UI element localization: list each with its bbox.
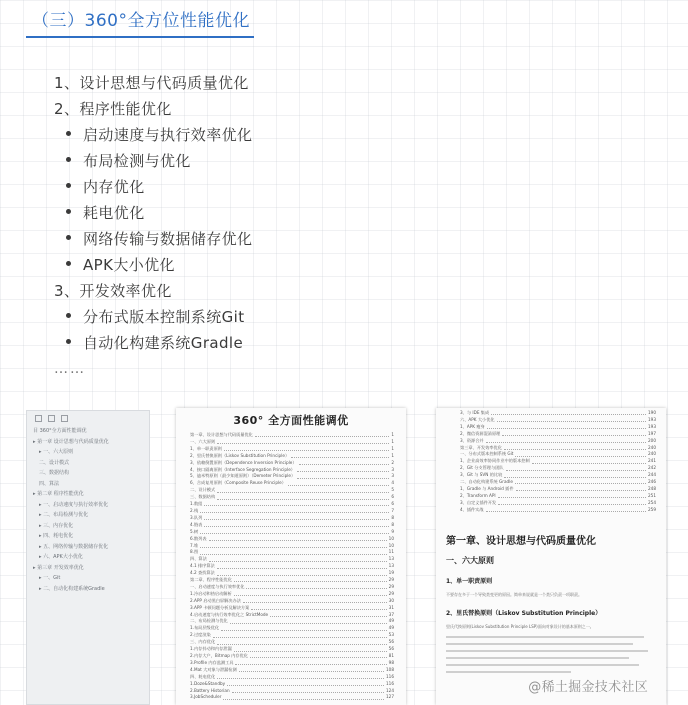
section-heading	[26, 0, 254, 38]
toc-entry: 1、Gradle 与 Android 插件	[460, 485, 514, 491]
toc-entry: 二、设计模式	[190, 487, 216, 493]
toc-page-number: 81	[388, 653, 394, 658]
toc-entry: 1.Doze&Standby	[190, 680, 226, 686]
toc-row	[460, 417, 656, 424]
toc-leader	[200, 512, 389, 513]
nav-tree-item[interactable]: ▸ 一、启动速度与执行效率优化	[39, 501, 109, 508]
nav-tree-item[interactable]: ▸ 三、内存优化	[39, 522, 74, 529]
toc-entry: 1、企业高效率协同作业中的版本控制	[460, 458, 530, 464]
toc-leader	[200, 554, 386, 555]
toc-leader	[532, 463, 646, 464]
toc-leader	[516, 490, 646, 491]
toc-page-number: 241	[648, 458, 656, 464]
nav-tree-item[interactable]: ▸ 第二章 程序性能优化	[33, 491, 84, 497]
toc-row	[190, 460, 406, 467]
toc-entry: 4、插件实战	[460, 506, 484, 512]
toc-page-number: 2	[391, 459, 394, 465]
toc-page-number: 29	[388, 583, 394, 589]
toc-row	[190, 667, 406, 674]
toc-entry: 4.2 查找算法	[190, 570, 215, 576]
bullet-icon	[66, 313, 71, 318]
toc-entry: 二、布局检测与优化	[190, 618, 228, 624]
outline-text: 分布式版本控制系统Git	[83, 308, 245, 326]
outline-text: 网络传输与数据储存优化	[83, 230, 253, 248]
outline-text: 自动化构建系统Gradle	[83, 334, 244, 352]
toc-leader	[251, 609, 386, 610]
toc-entry: 8.图	[190, 549, 199, 555]
toc-leader	[515, 456, 646, 457]
toc-page-number: 8	[391, 521, 394, 527]
bullet-icon	[66, 209, 71, 214]
toc-leader	[297, 471, 389, 472]
outline-text: 内存优化	[83, 178, 145, 196]
toc-entry: 第三章、开发效率优化	[460, 444, 502, 450]
toc-row	[190, 501, 406, 508]
toc-leader	[227, 685, 384, 686]
toc-page-number: 1	[391, 432, 394, 437]
toc-entry: 7.堆	[190, 542, 199, 548]
nav-tree-item[interactable]: ▸ 二、布局检测与优化	[39, 512, 89, 518]
toc-page-number: 37	[388, 611, 394, 617]
toc-leader	[504, 449, 646, 450]
toc-entry: 2.过度渲染	[190, 632, 211, 638]
toc-entry: 1.数组	[190, 501, 203, 507]
toc-row	[190, 453, 406, 460]
section-title-1: 1、单一职责原则	[446, 577, 493, 585]
toc-row	[190, 584, 406, 591]
bullet-icon	[66, 157, 71, 162]
toc-page-number: 3	[391, 473, 394, 479]
toc-leader	[204, 519, 389, 520]
toc-leader	[217, 499, 389, 500]
watermark: @稀土掘金技术社区	[528, 680, 648, 695]
bullet-icon	[66, 183, 71, 188]
toc-leader	[235, 664, 386, 665]
toc-leader	[243, 602, 387, 603]
toc-page-number: 197	[648, 430, 656, 436]
paragraph-2: 里氏代换原则(Liskov Substitution Principle LSP)面向对象设计的基本原则之一。	[446, 623, 594, 629]
bullet-icon	[66, 131, 71, 136]
toc-entry: 3.APP 卡顿问题分析及解决方案	[190, 604, 250, 610]
outline-item	[54, 278, 654, 304]
toc-leader	[209, 540, 387, 541]
toc-page-number: 6	[391, 501, 394, 507]
toc-page-number: 30	[388, 597, 394, 603]
toc-entry: 3.队列	[190, 514, 203, 520]
outline-subitem	[54, 226, 654, 252]
outline-item	[54, 70, 654, 96]
toc-row	[460, 479, 656, 486]
toc-row	[190, 563, 406, 570]
toc-leader	[230, 623, 387, 624]
toc-row	[460, 507, 656, 514]
toc-page-number: 108	[386, 666, 394, 672]
toc-leader	[221, 630, 387, 631]
toc-page-number: 13	[388, 563, 394, 569]
toc-entry: 1.内存抖动和内存泄漏	[190, 646, 232, 652]
toc-row	[190, 681, 406, 688]
toc-leader	[515, 483, 646, 484]
bullet-icon	[66, 261, 71, 266]
toc-page-number: 1	[391, 452, 394, 458]
toc-entry: 5.树	[190, 528, 199, 534]
toc-leader	[204, 505, 389, 506]
nav-tree-item[interactable]: ▸ 六、APK大小优化	[39, 554, 83, 560]
toc-page-number: 98	[388, 659, 394, 665]
toc-page-number: 193	[648, 416, 656, 422]
toc-row	[460, 410, 656, 417]
toc-entry: 一、六大原则	[190, 438, 216, 444]
outline-ellipsis: ……	[54, 361, 86, 377]
outline-subitem	[54, 174, 654, 200]
thumbnail-icon	[48, 415, 55, 422]
toc-row	[190, 439, 406, 446]
toc-page-number: 29	[388, 577, 394, 583]
nav-tree-item[interactable]: ▸ 第三章 开发效率优化	[33, 564, 84, 571]
toc-page-number: 49	[388, 618, 394, 624]
toc-page-number: 240	[648, 451, 656, 457]
toc-page-number: 6	[391, 494, 394, 500]
toc-page-number: 244	[648, 472, 656, 478]
toc-leader	[487, 428, 646, 429]
toc-entry: 2.Battery Historian	[190, 687, 230, 693]
toc-page-number: 11	[388, 549, 394, 555]
nav-tree-item[interactable]: 二、设计模式	[39, 459, 70, 466]
toc-page-number: 116	[386, 673, 394, 679]
toc-page-number: 248	[648, 485, 656, 491]
toc-page-number: 13	[388, 556, 394, 562]
toc-entry: 2、微信资源混淆原理	[460, 430, 501, 436]
document-preview	[24, 408, 666, 705]
nav-tree-item[interactable]: ▸ 一、Git	[39, 575, 61, 581]
toc-page-number: 190	[648, 410, 656, 415]
toc-leader	[217, 492, 389, 493]
toc-row	[190, 694, 406, 701]
bookmark-icon	[35, 415, 42, 422]
toc-entry: 4.链表	[190, 521, 203, 527]
nav-tree-item[interactable]: 三、数据结构	[39, 470, 70, 476]
toc-entry: 2、Transform API	[460, 492, 496, 498]
toc-entry: 三、内存优化	[190, 639, 216, 645]
toc-row	[190, 591, 406, 598]
toc-row	[190, 646, 406, 653]
toc-page-number: 251	[648, 492, 656, 498]
toc-leader	[223, 699, 384, 700]
toc-page-number: 127	[386, 694, 394, 700]
paragraph-1: 不要存在多于一个导致类变更的原因。简单来说就是一个类只负责一项职责。	[446, 591, 582, 597]
toc-page-number: 56	[388, 646, 394, 652]
outline-list	[54, 70, 654, 382]
toc-page-number: 1	[391, 445, 394, 451]
outline-text: 布局检测与优化	[83, 152, 191, 170]
toc-entry: 1.布局层级优化	[190, 625, 220, 631]
toc-entry: 2、Git 分支管理与团队	[460, 465, 504, 471]
toc-row	[190, 570, 406, 577]
toc-leader	[497, 421, 646, 422]
toc-leader	[486, 442, 646, 443]
toc-entry: 4、接口隔离原则（Interface Segregation Principle）	[190, 466, 295, 472]
toc-entry: 第二章、程序性能优化	[190, 577, 232, 583]
toc-leader	[200, 547, 386, 548]
toc-page-number: 116	[386, 680, 394, 686]
toc-leader	[270, 616, 387, 617]
outline-text: 耗电优化	[83, 204, 145, 222]
nav-tree-item[interactable]: ▸ 二、自动化构建系统Gradle	[39, 585, 105, 592]
toc-row	[460, 431, 656, 438]
toc-leader	[255, 436, 390, 437]
chapter-heading: 第一章、设计思想与代码质量优化	[446, 535, 596, 547]
toc-page-number: 56	[388, 639, 394, 645]
toc-page-number: 246	[648, 479, 656, 485]
toc-page-number: 8	[391, 514, 394, 520]
toc-page-number: 9	[391, 528, 394, 534]
outline-text: 启动速度与执行效率优化	[83, 126, 253, 144]
section-heading-text: （三）360°全方位性能优化	[32, 11, 250, 31]
toc-row	[190, 487, 406, 494]
toc-leader	[217, 644, 387, 645]
toc-entry: 1、单一职责原则	[190, 445, 222, 451]
toc-row	[190, 536, 406, 543]
doc-toc-page	[176, 408, 406, 705]
toc-page-number: 193	[648, 423, 656, 429]
toc-entry: 5、迪米特原则（最少知道原则）（Demeter Principle）	[190, 473, 296, 479]
toc-leader	[239, 671, 384, 672]
outline-item	[54, 96, 654, 122]
toc-leader	[297, 478, 389, 479]
nav-tree-item[interactable]: ▸ 四、耗电优化	[39, 533, 74, 539]
toc-row	[190, 522, 406, 529]
section-title-2: 2、里氏替换原则（Liskov Substitution Principle）	[446, 609, 602, 617]
toc-leader	[498, 497, 646, 498]
toc-row	[190, 529, 406, 536]
toc-row	[190, 432, 406, 439]
toc-row	[190, 598, 406, 605]
toc-page-number: 200	[648, 437, 656, 443]
toc-leader	[234, 595, 387, 596]
toc-entry: 第一章、设计思想与代码质量优化	[190, 432, 253, 437]
toc-row	[190, 625, 406, 632]
toc-row	[460, 438, 656, 445]
outline-subitem	[54, 330, 654, 356]
toc-page-number: 53	[388, 632, 394, 638]
toc-entry: 一、启动速度与执行效率优化	[190, 583, 245, 589]
toc-entry: 6.散列表	[190, 535, 207, 541]
toc-row	[190, 556, 406, 563]
toc-row	[460, 493, 656, 500]
toc-entry: 一、分布式版本控制系统 Git	[460, 451, 514, 457]
toc-row	[190, 688, 406, 695]
toc-leader	[486, 511, 646, 512]
toc-page-number: 3	[391, 466, 394, 472]
toc-row	[190, 653, 406, 660]
toc-entry: 3、与 IDE 集成	[460, 410, 490, 415]
toc-leader	[200, 533, 389, 534]
toc-leader	[246, 588, 386, 589]
toc-leader	[217, 678, 384, 679]
toc-entry: 3.Profile 内存监测工具	[190, 659, 234, 665]
toc-leader	[224, 450, 389, 451]
toc-row	[460, 500, 656, 507]
toc-leader	[234, 651, 387, 652]
toc-row	[190, 618, 406, 625]
toc-leader	[217, 575, 387, 576]
toc-row	[190, 508, 406, 515]
toc-row	[190, 632, 406, 639]
toc-entry: 3.JobScheduler	[190, 694, 222, 700]
toc-page-number: 242	[648, 465, 656, 471]
toc-row	[190, 494, 406, 501]
toc-leader	[234, 581, 387, 582]
toc-entry: 四、耗电优化	[190, 673, 216, 679]
toc-row	[190, 446, 406, 453]
toc-row	[190, 515, 406, 522]
nav-tree	[27, 426, 149, 594]
toc-row	[190, 480, 406, 487]
doc-navigation-pane	[26, 410, 150, 705]
toc-leader	[502, 435, 646, 436]
toc-leader	[217, 568, 387, 569]
toc-row	[460, 424, 656, 431]
toc-leader	[232, 692, 384, 693]
toc-row	[190, 577, 406, 584]
toc-entry: 3、Git 与 SVN 的比较	[460, 472, 503, 478]
outline-text: 1、设计思想与代码质量优化	[54, 74, 249, 92]
toc-page-number: 124	[386, 687, 394, 693]
doc-title: 360° 全方面性能调优	[233, 414, 349, 427]
toc-page-number: 10	[388, 542, 394, 548]
toc-leader	[299, 464, 390, 465]
toc-leader	[213, 637, 387, 638]
nav-tree-item[interactable]: ▸ 五、网络传输与数据储存优化	[39, 543, 109, 550]
outline-subitem	[54, 122, 654, 148]
nav-tree-item[interactable]: ▸ 第一章 设计思想与代码质量优化	[33, 438, 109, 445]
toc-page-number: 19	[388, 570, 394, 576]
toc-row	[190, 543, 406, 550]
toc-entry: 四、算法	[190, 556, 207, 562]
toc-entry: 2、里氏替换原则（Liskov Substitution Principle）	[190, 452, 290, 458]
chapter-subheading: 一、六大原则	[446, 555, 494, 565]
toc-row	[190, 674, 406, 681]
toc-page-number: 1	[391, 438, 394, 444]
toc-entry: 4.Mat 大对象与泄漏检测	[190, 666, 237, 672]
toc-entry: 3、自定义插件开发	[460, 499, 497, 505]
toc-entry: 4.1 排序算法	[190, 563, 215, 569]
toc-row	[190, 660, 406, 667]
toc-entry: 六、APK 大小优化	[460, 416, 495, 422]
bullet-icon	[66, 339, 71, 344]
toc-page-number: 4	[391, 480, 394, 486]
toc-row	[190, 605, 406, 612]
toc-entry: 2.内存大户，Bitmap 内存优化	[190, 653, 248, 658]
toc-page-number: 259	[648, 506, 656, 512]
paragraph-lines	[446, 636, 654, 673]
toc-row	[460, 486, 656, 493]
toc-page-number: 240	[648, 444, 656, 450]
toc-leader	[288, 485, 389, 486]
outline-subitem	[54, 304, 654, 330]
outline-text: APK大小优化	[83, 256, 175, 274]
toc-leader	[209, 561, 387, 562]
outline-icon	[61, 415, 68, 422]
nav-tree-item[interactable]: ▸ 一、六大原则	[39, 449, 74, 455]
toc-entry: 2.栈	[190, 507, 199, 513]
toc-page-number: 49	[388, 625, 394, 631]
toc-page-number: 31	[388, 604, 394, 610]
bullet-icon	[66, 235, 71, 240]
toc-page-number: 10	[388, 535, 394, 541]
toc-page-number: 254	[648, 499, 656, 505]
toc-entry: 6、合成复用原则（Composite Reuse Principle）	[190, 480, 286, 486]
nav-toolbar	[27, 411, 149, 426]
toc-entry: 二、自动化构建系统 Gradle	[460, 479, 513, 485]
outline-text: 3、开发效率优化	[54, 282, 172, 300]
toc-page-number: 29	[388, 590, 394, 596]
toc-entry: 1、APK 瘦身	[460, 423, 485, 429]
chapter-toc-list	[436, 408, 666, 514]
toc-entry: 三、数据结构	[190, 494, 216, 500]
toc-page-number: 5	[391, 487, 394, 493]
toc-leader	[504, 477, 646, 478]
toc-entry: 4.启动速度与执行效率优化之 StrictMode	[190, 611, 269, 617]
toc-list	[176, 432, 406, 701]
toc-leader	[204, 526, 389, 527]
outline-subitem	[54, 252, 654, 278]
doc-chapter-page	[436, 408, 666, 705]
toc-leader	[498, 504, 646, 505]
toc-page-number: 7	[391, 507, 394, 513]
nav-tree-item[interactable]: 四、算法	[39, 480, 60, 487]
nav-tree-item[interactable]: 目 360°全方面性能调优	[33, 428, 87, 434]
toc-leader	[491, 414, 646, 415]
toc-row	[190, 549, 406, 556]
outline-subitem	[54, 148, 654, 174]
toc-entry: 1.冷启动和热启动解析	[190, 590, 232, 596]
toc-leader	[291, 457, 389, 458]
toc-leader	[217, 443, 389, 444]
toc-leader	[250, 657, 387, 658]
outline-subitem	[54, 200, 654, 226]
toc-entry: 3、资源合并	[460, 437, 484, 443]
toc-entry: 3、依赖倒置原则（Dependence Inversion Principle）	[190, 459, 297, 465]
toc-entry: 2.APP 启动黑白屏解决办法	[190, 597, 241, 603]
toc-leader	[506, 470, 646, 471]
outline-text: 2、程序性能优化	[54, 100, 172, 118]
